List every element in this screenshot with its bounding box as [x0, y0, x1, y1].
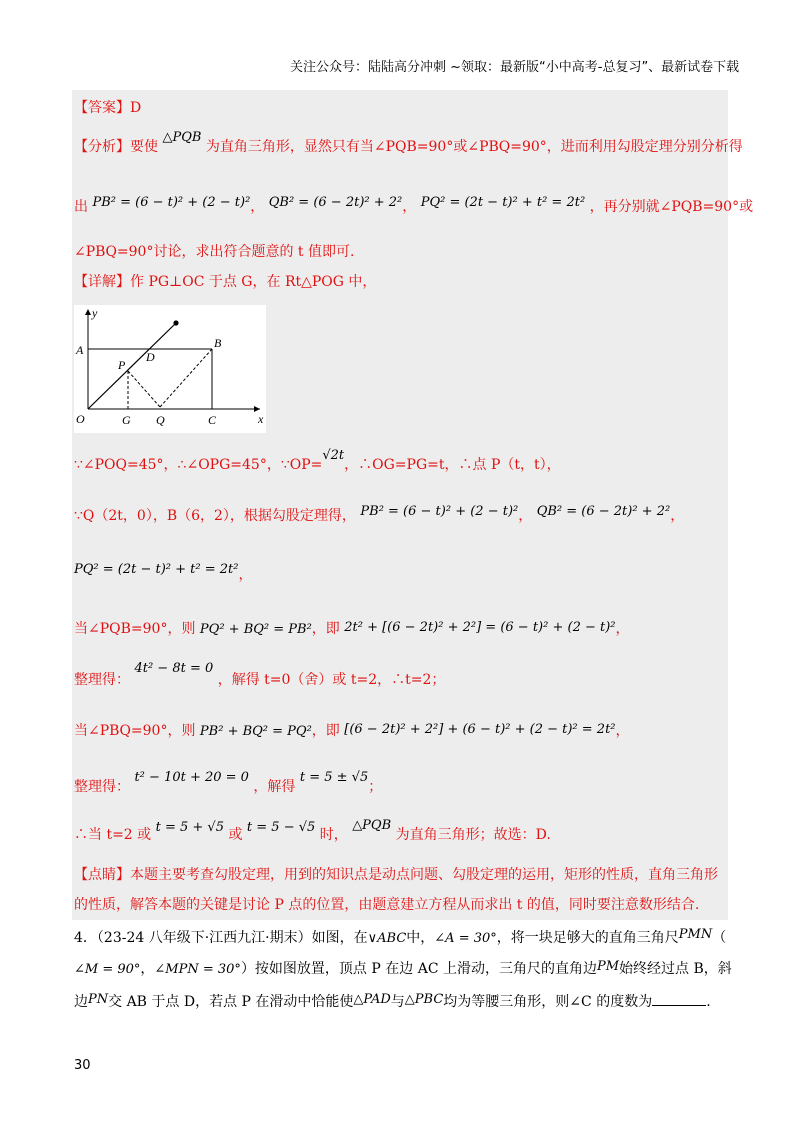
- formula-pb: PB² = (6 − t)² + (2 − t)²: [360, 504, 519, 519]
- analysis-line-1: [74, 130, 743, 157]
- edge-pn: PN: [88, 992, 109, 1007]
- label-c: C: [208, 413, 217, 427]
- analysis-text: 为直角三角形，显然只有当∠PQB=90°或∠PBQ=90°，进而利用勾股定理分别分析得: [205, 139, 743, 155]
- analysis-text: ，再分别就∠PQB=90°或: [589, 199, 754, 215]
- answer-tag: 【答案】: [74, 100, 130, 116]
- label-q: Q: [156, 413, 165, 427]
- detail-text: ∴当 t=2 或: [74, 827, 152, 843]
- question-4-line-3: [74, 993, 711, 1012]
- triangle-pqb: △PQB: [162, 130, 202, 145]
- detail-text: ∵Q（2t，0），B（6，2），根据勾股定理得，: [74, 508, 356, 524]
- label-d: D: [146, 350, 155, 364]
- answer-value: D: [130, 100, 142, 116]
- formula-solution: t = 5 ± √5: [299, 770, 369, 785]
- formula-angle-m: ∠M = 90°: [74, 962, 141, 977]
- detail-text: ∵∠POQ=45°，∴∠OPG=45°，∵OP=: [74, 457, 323, 473]
- label-x: x: [258, 412, 264, 426]
- triangle-pqb: △PQB: [352, 818, 392, 833]
- detail-line-7: 当∠PBQ=90°，则 PB² + BQ² = PQ²，即 [(6 − 2t)² + 2²] + (6 − t)² + (2 − t)² = 2t²，: [74, 722, 630, 739]
- question-text: （: [712, 930, 727, 946]
- detail-text: 整理得：: [74, 779, 130, 795]
- detail-text: 作 PG⊥OC 于点 G，在 Rt△POG 中，: [130, 274, 377, 290]
- question-text: 交 AB 于点 D，若点 P 在滑动中恰能使: [108, 994, 354, 1010]
- formula-pb: PB² = (6 − t)² + (2 − t)²: [92, 195, 251, 210]
- triangle-pad: △PAD: [353, 992, 391, 1007]
- detail-line-4: PQ² = (2t − t)² + t² = 2t²，: [74, 562, 253, 583]
- detail-text: 时，: [319, 827, 348, 843]
- segment-qb: [160, 349, 212, 407]
- detail-text: ，解得: [253, 779, 296, 795]
- label-p: P: [118, 358, 126, 372]
- formula-qb: QB² = (6 − 2t)² + 2²: [536, 504, 671, 519]
- formula-t1: t = 5 + √5: [155, 820, 224, 835]
- formula-t2: t = 5 − √5: [246, 820, 316, 835]
- question-text: .: [706, 994, 711, 1010]
- comment-text: 本题主要考查勾股定理，用到的知识点是动点问题、勾股定理的运用，矩形的性质，直角三角形: [130, 867, 718, 883]
- formula-angle-a: ∠A = 30°: [434, 931, 497, 946]
- detail-text: 整理得：: [74, 672, 130, 688]
- ruler-pmn: PMN: [678, 927, 713, 942]
- detail-line-2: [74, 448, 561, 475]
- formula-pbq-right: PB² + BQ² = PQ²: [199, 724, 312, 739]
- detail-text: 当∠PBQ=90°，则: [74, 723, 196, 739]
- comment-line-2: 的性质，解答本题的关键是讨论 P 点的位置，由题意建立方程从而求出 t 的值，同时要注意数形结合.: [74, 897, 700, 913]
- question-text: 中，: [406, 930, 435, 946]
- ray-op: [88, 323, 176, 409]
- label-g: G: [122, 413, 131, 427]
- formula-pq: PQ² = (2t − t)² + t² = 2t²: [74, 562, 239, 577]
- formula-qb: QB² = (6 − 2t)² + 2²: [268, 195, 403, 210]
- question-text: ，将一块足够大的直角三角尺: [496, 930, 679, 946]
- edge-pm: PM: [596, 959, 620, 974]
- question-4-line-2: ∠M = 90°，∠MPN = 30°）按如图放置，顶点 P 在边 AC 上滑动，三角尺的直角边PM始终经过点 B，斜: [74, 959, 732, 977]
- question-text: 边: [74, 994, 88, 1010]
- question-4-line-1: [74, 929, 726, 948]
- detail-text: ，即: [311, 621, 340, 637]
- label-b: B: [214, 336, 222, 350]
- formula-pqb-right: PQ² + BQ² = PB²: [199, 622, 312, 637]
- question-text: 与: [390, 994, 405, 1010]
- analysis-text: 要使: [130, 139, 158, 155]
- answer-blank[interactable]: [652, 993, 706, 1006]
- detail-line-1: [74, 273, 376, 291]
- label-y: y: [92, 306, 98, 320]
- comment-line-1: [74, 866, 718, 884]
- triangle-pbc: △PBC: [404, 992, 444, 1007]
- formula-simplified-2: t² − 10t + 20 = 0: [134, 770, 249, 785]
- page-header: 关注公众号：陆陆高分冲刺 ~领取：最新版“小中高考-总复习”、最新试卷下载: [290, 60, 740, 75]
- detail-text: ，∴OG=PG=t，∴点 P（t，t），: [344, 457, 561, 473]
- formula-equation-1: 2t² + [(6 − 2t)² + 2²] = (6 − t)² + (2 − t)²: [344, 620, 616, 635]
- formula-angle-mpn: ∠MPN = 30°: [154, 962, 241, 977]
- detail-text: 或: [228, 827, 243, 843]
- detail-text: 当∠PQB=90°，则: [74, 621, 196, 637]
- label-a: A: [76, 343, 84, 357]
- coordinate-figure: [74, 305, 266, 433]
- page-number: 30: [74, 1058, 91, 1073]
- formula-pq: PQ² = (2t − t)² + t² = 2t²: [420, 195, 586, 210]
- segment-pq: [128, 371, 160, 407]
- analysis-line-3: ∠PBQ=90°讨论，求出符合题意的 t 值即可.: [74, 244, 355, 260]
- formula-simplified-1: 4t² − 8t = 0: [134, 661, 214, 676]
- detail-text: ，即: [311, 723, 340, 739]
- detail-line-3: ∵Q（2t，0），B（6，2），根据勾股定理得， PB² = (6 − t)² + (2 − t)²， QB² = (6 − 2t)² + 2²，: [74, 504, 685, 524]
- detail-line-5: 当∠PQB=90°，则 PQ² + BQ² = PB²，即 2t² + [(6 − 2t)² + 2²] = (6 − t)² + (2 − t)²，: [74, 620, 630, 637]
- question-text: 均为等腰三角形，则∠C 的度数为: [443, 994, 653, 1010]
- label-o: O: [76, 412, 85, 426]
- analysis-tag: 【分析】: [74, 139, 130, 155]
- formula-op: √2t: [322, 448, 345, 463]
- comment-tag: 【点睛】: [74, 867, 130, 883]
- y-axis-arrow-icon: [85, 309, 91, 315]
- formula-equation-2: [(6 − 2t)² + 2²] + (6 − t)² + (2 − t)² = 2t²: [344, 722, 616, 737]
- question-text: 4．（23-24 八年级下·江西九江·期末）如图，在: [74, 930, 368, 946]
- detail-line-8: 整理得： t² − 10t + 20 = 0 ，解得 t = 5 ± √5；: [74, 770, 383, 795]
- analysis-line-2: 出 PB² = (6 − t)² + (2 − t)²， QB² = (6 − 2t)² + 2²， PQ² = (2t − t)² + t² = 2t² ，再分别就∠PQB=90°或: [74, 195, 754, 215]
- detail-tag: 【详解】: [74, 274, 130, 290]
- detail-line-6: [74, 661, 446, 690]
- analysis-text: 出: [74, 199, 88, 215]
- detail-line-9: [74, 818, 551, 845]
- detail-text: 为直角三角形；故选：D.: [395, 827, 551, 843]
- answer-line: [74, 99, 141, 117]
- ray-endpoint: [173, 320, 178, 325]
- question-text: ）按如图放置，顶点 P 在边 AC 上滑动，三角尺的直角边: [240, 961, 597, 977]
- question-text: 始终经过点 B，斜: [619, 961, 732, 977]
- triangle-abc: ∨ABC: [367, 931, 407, 946]
- detail-text: ，解得 t=0（舍）或 t=2，∴t=2；: [217, 672, 446, 688]
